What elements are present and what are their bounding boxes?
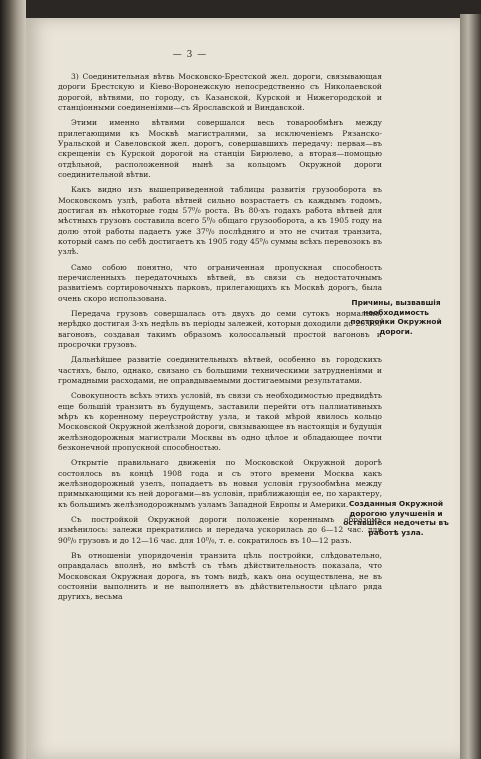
paragraph-10: Въ отношеніи упорядоченія транзита цѣль постройки, слѣдовательно, оправдалась вполнѣ, но вмѣстѣ съ тѣмъ дѣйствительность показала, что Московская Окружная дорога, въ томъ видѣ, какъ она осуществлена, не въ состояніи выполнить и не выполняетъ въ дѣйствительности цѣлаго ряда другихъ, весьма [58,551,382,602]
paragraph-6: Дальнѣйшее развитіе соединительныхъ вѣтвей, особенно въ городскихъ частяхъ, было, однако, связано съ большими техническими затрудненіями и громадными расходами, не оправдываемыми достигаемыми результатами. [58,355,382,385]
paragraph-9: Съ постройкой Окружной дороги положеніе кореннымъ образомъ измѣнилось: залежи прекратились и передача ускорилась до 6—12 час. для 90⁰/₀ грузовъ и до 12—16 час. для 10⁰/₀, т. е. сократилось въ 10—12 разъ. [58,515,382,545]
binding-edge [0,0,26,759]
paragraph-3: Какъ видно изъ вышеприведенной таблицы развитія грузооборота въ Московскомъ узлѣ, работа вѣтвей сильно возрастаетъ съ каждымъ годомъ, достигая въ нѣкоторые годы 57⁰/₀ роста. Въ 80-хъ годахъ работа вѣтвей для мѣстныхъ грузовъ составила всего 5⁰/₀ общаго грузооборота, а къ 1905 году на долю этой работы падаетъ уже 37⁰/₀ послѣдняго и это не считая транзита, который самъ по себѣ достигаетъ къ 1905 году 45⁰/₀ суммы всѣхъ перевозокъ въ узлѣ. [58,185,382,257]
page-number: — 3 — [172,50,208,60]
paragraph-1: 3) Соединительная вѣтвь Московско-Брестской жел. дороги, связывающая дороги Брестскую и Кіево-Воронежскую непосредственно съ Николаевской дорогой, вѣтвями, по городу, съ Казанской, Курской и Нижегородской и станціонными соединеніями—съ Ярославской и Виндавской. [58,72,382,112]
paragraph-5: Передача грузовъ совершалась отъ двухъ до семи сутокъ нормально, нерѣдко достигая 3-хъ недѣль въ періоды залежей, которыя доходили до 20.000 вагоновъ, создавая такимъ образомъ колоссальный простой вагоновъ и просрочки грузовъ. [58,308,382,349]
paragraph-8: Открытіе правильнаго движенія по Московской Окружной дорогѣ состоялось въ концѣ 1908 года и съ этого времени Москва какъ желѣзнодорожный узелъ, попадаетъ въ новыя условія грузообмѣна между примыкающими къ ней дорогами—въ условія, приближающія ее, по характеру, къ большимъ желѣзнодорожнымъ узламъ Западной Европы и Америки. [58,458,382,509]
paragraph-4: Само собою понятно, что ограниченная пропускная способность перечисленныхъ передаточныхъ вѣтвей, въ связи съ недостаточнымъ развитіемъ сортировочныхъ парковъ, прилегающихъ къ Москвѣ дорогъ, была очень скоро использована. [58,262,382,303]
main-text-column [58,72,382,608]
paragraph-2: Этими именно вѣтвями совершался весь товарообмѣнъ между прилегающими къ Москвѣ магистралями, за исключеніемъ Рязанско-Уральской и Савеловской жел. дорогъ, совершавшихъ передачу: первая—въ скрещеніи съ Курской дорогой на станціи Бирюлево, а вторая—помощью отдѣльной, расположенной нынѣ за кольцомъ Окружной дороги соединительной вѣтви. [58,118,382,179]
paragraph-7: Совокупность всѣхъ этихъ условій, въ связи съ необходимостью предвидѣть еще большій транзитъ въ будущемъ, заставили перейти отъ паллиативныхъ мѣръ къ коренному переустройству узла, и такой мѣрой явилось кольцо Московской Окружной желѣзной дороги, связывающее въ настоящія и будущія желѣзнодорожныя магистрали Москвы въ одно цѣлое и обладающее почти безконечной пропускной способностью. [58,391,382,452]
margin-note-causes: Причины, вызвавшія необходимость постройки Окружной дороги. [350,298,442,336]
margin-note-improvements: Созданныя Окружной дорогою улучшенія и оставшіеся недочеты въ работѣ узла. [343,499,449,537]
page-stack-edge [460,14,481,759]
